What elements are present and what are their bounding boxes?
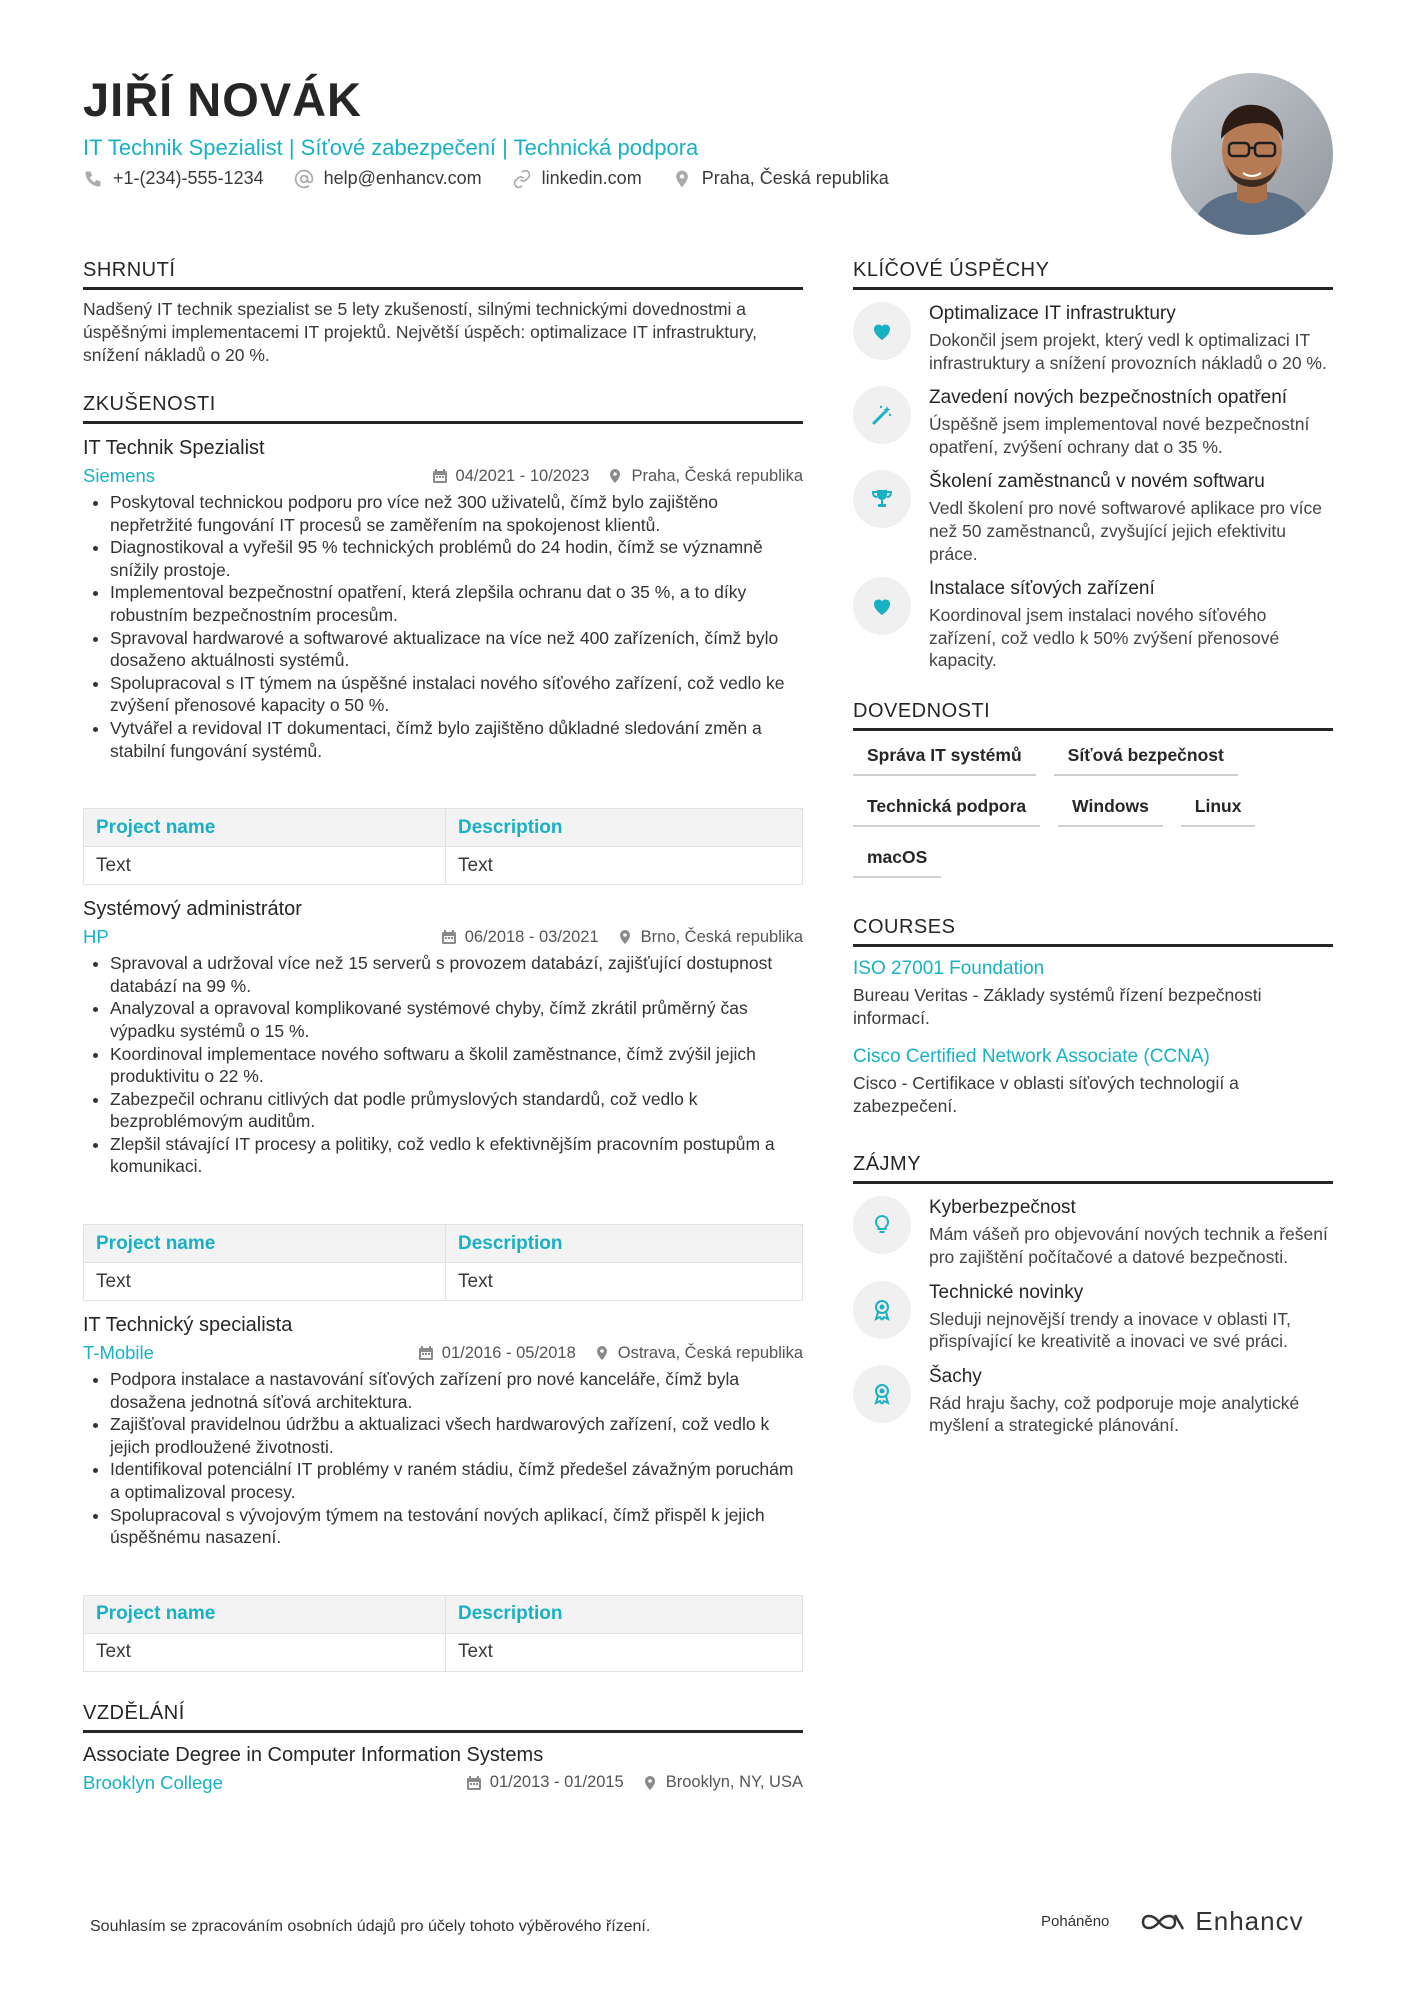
award-icon xyxy=(853,1365,911,1423)
job-dates: 04/2021 - 10/2023 xyxy=(455,466,590,485)
right-column xyxy=(853,257,1333,1437)
skill-tag: Správa IT systémů xyxy=(853,737,1036,776)
magic-wand-icon xyxy=(853,386,911,444)
job-location: Ostrava, Česká republika xyxy=(617,1343,803,1362)
degree-title: Associate Degree in Computer Information Systems xyxy=(83,1743,544,1766)
contact-linkedin[interactable] xyxy=(512,168,642,189)
job-dates: 06/2018 - 03/2021 xyxy=(464,927,599,946)
job-entry xyxy=(83,895,803,1301)
table-header-cell: Description xyxy=(446,1225,803,1263)
company-name: T-Mobile xyxy=(83,1342,154,1364)
table-cell: Text xyxy=(84,1633,446,1671)
contact-email[interactable] xyxy=(294,168,482,189)
achievement-desc: Úspěšně jsem implementoval nové bezpečnostní opatření, zvýšení ochrany dat o 35 %. xyxy=(929,414,1310,457)
education-heading: VZDĚLÁNÍ xyxy=(83,1700,803,1733)
education-dates: 01/2013 - 01/2015 xyxy=(489,1773,624,1792)
achievement-item xyxy=(853,302,1333,374)
branding xyxy=(1041,1906,1304,1937)
job-title: IT Technický specialista xyxy=(83,1314,293,1337)
calendar-icon xyxy=(466,1775,482,1791)
bullet-item: • Identifikoval potenciální IT problémy v raném stádiu, čímž předešel závažným poruchám a optimalizoval procesy. xyxy=(110,1458,803,1503)
bullet-item: • Analyzoval a opravoval komplikované systémové chyby, čímž zkrátil průměrný čas výpadku systémů o 15 %. xyxy=(110,997,803,1042)
summary-heading: SHRNUTÍ xyxy=(83,257,803,290)
job-title: IT Technik Spezialist xyxy=(83,437,265,459)
table-cell: Text xyxy=(446,847,803,885)
enhancv-logo-icon xyxy=(1139,1909,1187,1935)
table-header-cell: Project name xyxy=(84,1225,446,1263)
table-cell: Text xyxy=(446,1633,803,1671)
course-desc: Bureau Veritas - Základy systémů řízení bezpečnosti informací. xyxy=(853,984,1262,1028)
heart-icon xyxy=(853,577,911,635)
education-location: Brooklyn, NY, USA xyxy=(665,1773,803,1792)
candidate-title: IT Technik Spezialist | Síťové zabezpečení | Technická podpora xyxy=(83,135,699,160)
calendar-icon xyxy=(418,1345,434,1361)
interest-item xyxy=(853,1365,1333,1437)
table-header-cell: Project name xyxy=(84,809,446,847)
summary-text: Nadšený IT technik spezialist se 5 lety zkušeností, silnými technickými dovednostmi a úspěšnými implementacemi IT projektů. Největší úspěch: optimalizace IT infrastruktury, snížení nákladů o 20 %. xyxy=(83,299,758,365)
table-row xyxy=(84,1263,803,1301)
school-name: Brooklyn College xyxy=(83,1771,223,1793)
heart-icon xyxy=(853,302,911,360)
education-meta xyxy=(83,1772,803,1794)
job-title: Systémový administrátor xyxy=(83,898,302,921)
project-table xyxy=(83,1595,803,1672)
company-name: HP xyxy=(83,926,109,948)
job-bullets xyxy=(83,952,803,1178)
location-text: Praha, Česká republika xyxy=(701,168,889,188)
bullet-item: • Spravoval hardwarové a softwarové aktualizace na více než 400 zařízeních, čímž bylo dosaženo aktuálnosti systémů. xyxy=(110,627,803,672)
job-meta xyxy=(83,926,803,948)
enhancv-logo[interactable] xyxy=(1139,1906,1303,1937)
project-table xyxy=(83,1224,803,1301)
bullet-item: • Zajišťoval pravidelnou údržbu a aktualizaci všech hardwarových zařízení, což vedlo k jejich prodloužené životnosti. xyxy=(110,1413,803,1458)
job-meta xyxy=(83,1342,803,1364)
job-location: Praha, Česká republika xyxy=(631,466,803,485)
candidate-name: JIŘÍ NOVÁK xyxy=(83,73,362,126)
skills-heading: DOVEDNOSTI xyxy=(853,698,1333,731)
powered-by-label: Poháněno xyxy=(1041,1913,1110,1930)
table-cell: Text xyxy=(84,847,446,885)
interest-title: Kyberbezpečnost xyxy=(929,1197,1076,1219)
table-header-cell: Description xyxy=(446,809,803,847)
bullet-item: • Implementoval bezpečnostní opatření, která zlepšila ochranu dat o 35 %, a to díky robustním bezpečnostním procesům. xyxy=(110,581,803,626)
interest-desc: Rád hraju šachy, což podporuje moje analytické myšlení a strategické plánování. xyxy=(929,1392,1300,1436)
bullet-item: • Koordinoval implementace nového softwaru a školil zaměstnance, čímž zvýšil jejich produktivitu o 22 %. xyxy=(110,1043,803,1088)
achievement-item xyxy=(853,577,1333,672)
table-cell: Text xyxy=(446,1263,803,1301)
location-pin-icon xyxy=(607,468,623,484)
profile-photo xyxy=(1171,73,1333,235)
award-icon xyxy=(853,1281,911,1339)
table-header-cell: Description xyxy=(446,1595,803,1633)
achievement-desc: Koordinoval jsem instalaci nového síťového zařízení, což vedlo k 50% zvýšení přenosové kapacity. xyxy=(929,605,1280,671)
bullet-item: • Spolupracoval s vývojovým týmem na testování nových aplikací, čímž přispěl k jejich úspěšnému nasazení. xyxy=(110,1504,803,1549)
location-pin-icon xyxy=(594,1345,610,1361)
table-header-row xyxy=(84,1225,803,1263)
interest-item xyxy=(853,1281,1333,1353)
job-meta xyxy=(83,465,803,487)
bullet-item: • Spolupracoval s IT týmem na úspěšné instalaci nového síťového zařízení, což vedlo ke zvýšení přenosové kapacity o 50 %. xyxy=(110,672,803,717)
skill-tag: macOS xyxy=(853,839,941,878)
achievement-title: Školení zaměstnanců v novém softwaru xyxy=(929,471,1265,493)
interest-title: Technické novinky xyxy=(929,1281,1084,1303)
interests-heading: ZÁJMY xyxy=(853,1151,1333,1184)
resume-header xyxy=(83,70,1143,189)
bullet-item: • Podpora instalace a nastavování síťových zařízení pro nové kanceláře, čímž byla dosažena jednotná síťová architektura. xyxy=(110,1368,803,1413)
courses-heading: COURSES xyxy=(853,914,1333,947)
skill-tag: Síťová bezpečnost xyxy=(1054,737,1238,776)
company-name: Siemens xyxy=(83,465,155,486)
contact-row xyxy=(83,168,1143,189)
table-header-row xyxy=(84,809,803,847)
bullet-item: • Zabezpečil ochranu citlivých dat podle průmyslových standardů, což vedlo k bezproblémovým auditům. xyxy=(110,1088,803,1133)
course-name: ISO 27001 Foundation xyxy=(853,957,1045,979)
calendar-icon xyxy=(432,468,448,484)
bullet-item: • Diagnostikoval a vyřešil 95 % technických problémů do 24 hodin, čímž se významně snížily prostoje. xyxy=(110,536,803,581)
left-column xyxy=(83,257,803,1794)
link-icon xyxy=(512,169,532,189)
achievement-title: Optimalizace IT infrastruktury xyxy=(929,303,1176,324)
course-item xyxy=(853,1045,1333,1117)
job-dates: 01/2016 - 05/2018 xyxy=(441,1343,576,1362)
achievement-item xyxy=(853,470,1333,565)
job-entry xyxy=(83,1311,803,1672)
achievement-desc: Dokončil jsem projekt, který vedl k optimalizaci IT infrastruktury a snížení provozních nákladů o 20 %. xyxy=(929,330,1327,373)
contact-phone xyxy=(83,168,264,189)
table-cell: Text xyxy=(84,1263,446,1301)
job-location: Brno, Česká republika xyxy=(640,927,803,946)
interest-item xyxy=(853,1196,1333,1268)
project-table xyxy=(83,808,803,885)
location-pin-icon xyxy=(617,929,633,945)
table-header-cell: Project name xyxy=(84,1595,446,1633)
bullet-item: • Poskytoval technickou podporu pro více než 300 uživatelů, čímž bylo zajištěno nepřetržité fungování IT procesů se zaměřením na spokojenost klientů. xyxy=(110,491,803,536)
skill-tag: Windows xyxy=(1058,788,1163,827)
bullet-item: • Zlepšil stávající IT procesy a politiky, což vedlo k efektivnějším pracovním postupům a komunikaci. xyxy=(110,1133,803,1178)
phone-icon xyxy=(83,169,103,189)
achievement-item xyxy=(853,386,1333,458)
phone-text: +1-(234)-555-1234 xyxy=(113,168,264,188)
job-bullets xyxy=(83,491,803,762)
skill-tag: Technická podpora xyxy=(853,788,1040,827)
lightbulb-icon xyxy=(853,1196,911,1254)
table-header-row xyxy=(84,1595,803,1633)
calendar-icon xyxy=(441,929,457,945)
location-pin-icon xyxy=(672,169,692,189)
achievement-desc: Vedl školení pro nové softwarové aplikace pro více než 50 zaměstnanců, zvyšující jejich efektivitu práce. xyxy=(929,498,1322,564)
achievement-title: Instalace síťových zařízení xyxy=(929,578,1155,600)
table-row xyxy=(84,1633,803,1671)
interest-desc: Mám vášeň pro objevování nových technik a řešení pro zajištění počítačové a datové bezpečnosti. xyxy=(929,1224,1328,1267)
interest-title: Šachy xyxy=(929,1365,982,1387)
trophy-icon xyxy=(853,470,911,528)
email-text[interactable]: help@enhancv.com xyxy=(323,168,482,188)
course-item xyxy=(853,957,1333,1029)
consent-text: Souhlasím se zpracováním osobních údajů pro účely tohoto výběrového řízení. xyxy=(90,1918,651,1935)
at-sign-icon xyxy=(294,169,314,189)
bullet-item: • Vytvářel a revidoval IT dokumentaci, čímž bylo zajištěno důkladné sledování změn a stabilní fungování systémů. xyxy=(110,717,803,762)
brand-name: Enhancv xyxy=(1195,1906,1304,1936)
location-pin-icon xyxy=(642,1775,658,1791)
experience-heading: ZKUŠENOSTI xyxy=(83,391,803,424)
job-entry xyxy=(83,434,803,885)
achievement-title: Zavedení nových bezpečnostních opatření xyxy=(929,387,1288,409)
contact-location xyxy=(672,168,889,189)
linkedin-text[interactable]: linkedin.com xyxy=(541,168,642,188)
achievements-heading: KLÍČOVÉ ÚSPĚCHY xyxy=(853,257,1333,290)
course-desc: Cisco - Certifikace v oblasti síťových technologií a zabezpečení. xyxy=(853,1073,1239,1116)
table-row xyxy=(84,847,803,885)
skill-tag: Linux xyxy=(1181,788,1256,827)
interest-desc: Sleduji nejnovější trendy a inovace v oblasti IT, přispívající ke kreativitě a inovaci ve své práci. xyxy=(929,1308,1291,1352)
course-name: Cisco Certified Network Associate (CCNA) xyxy=(853,1046,1210,1068)
job-bullets xyxy=(83,1368,803,1549)
skills-list xyxy=(853,737,1333,890)
bullet-item: • Spravoval a udržoval více než 15 serverů s provozem databází, zajišťující dostupnost databází na 99 %. xyxy=(110,952,803,997)
